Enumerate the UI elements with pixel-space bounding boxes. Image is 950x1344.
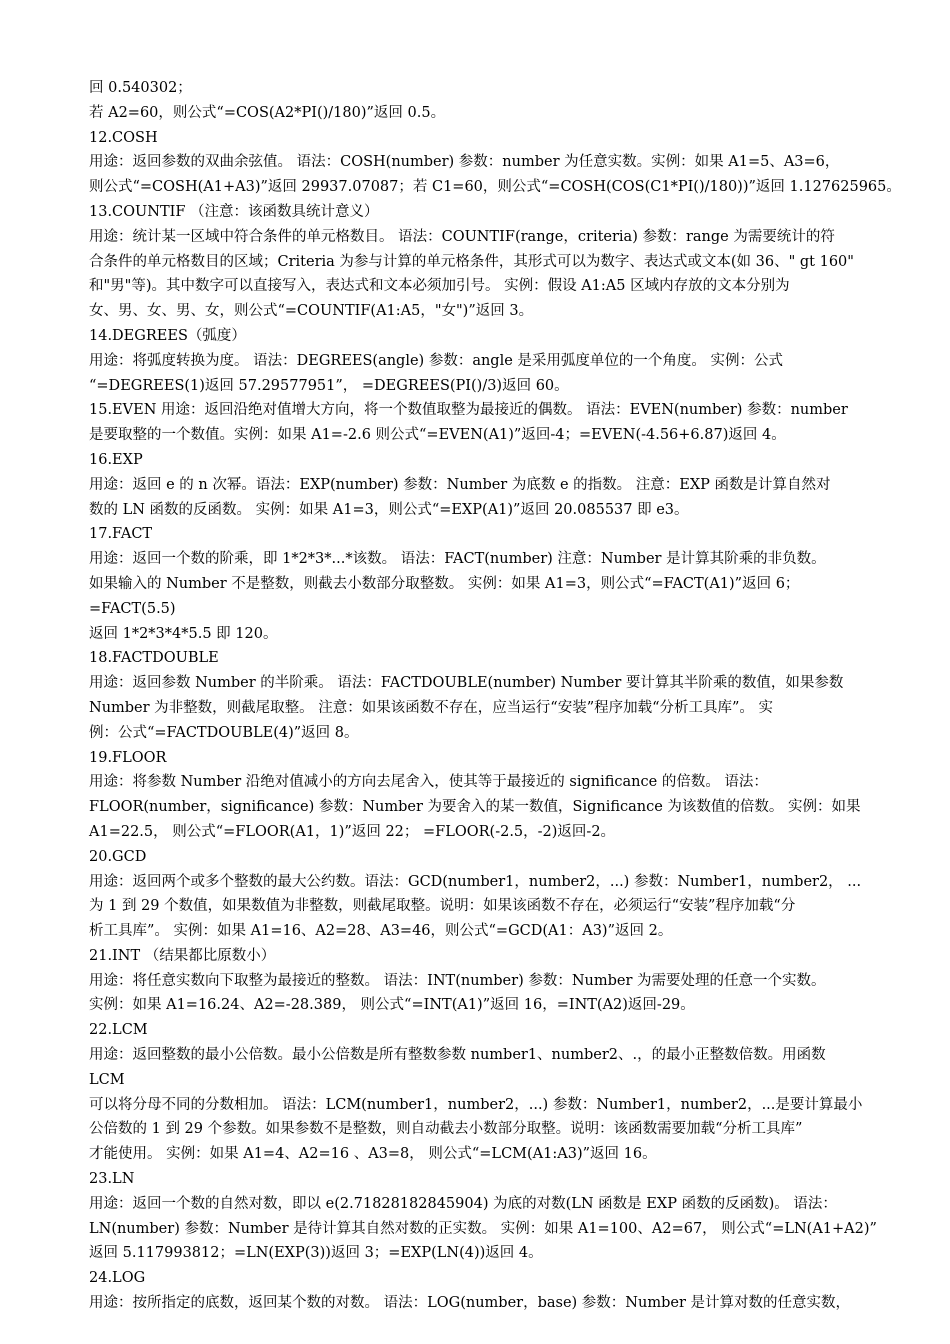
text-line: 如果输入的 Number 不是整数，则截去小数部分取整数。 实例：如果 A1=3，则公式“=FACT(A1)”返回 6； [89,575,800,592]
text-line: 13.COUNTIF （注意：该函数具统计意义） [89,203,379,220]
text-line: =FACT(5.5) [89,600,176,617]
text-line: 例：公式“=FACTDOUBLE(4)”返回 8。 [89,724,359,741]
text-line: 用途：返回两个或多个整数的最大公约数。语法：GCD(number1，number2，...) 参数：Number1，number2， ... [89,873,862,890]
text-line: 用途：返回参数 Number 的半阶乘。 语法：FACTDOUBLE(number) Number 要计算其半阶乘的数值，如果参数 [89,675,844,692]
text-line: 22.LCM [89,1022,148,1039]
text-line: LCM [89,1071,125,1088]
text-line: 15.EVEN 用途：返回沿绝对值增大方向，将一个数值取整为最接近的偶数。 语法：EVEN(number) 参数：number [89,402,848,419]
text-line: 19.FLOOR [89,749,167,766]
text-line: 用途：返回参数的双曲余弦值。 语法：COSH(number) 参数：number 为任意实数。实例：如果 A1=5、A3=6， [89,154,840,171]
text-line: 才能使用。 实例：如果 A1=4、A2=16 、A3=8， 则公式“=LCM(A1:A3)”返回 16。 [89,1146,657,1163]
text-line: 23.LN [89,1171,135,1188]
text-line: 14.DEGREES（弧度） [89,327,246,344]
text-line: 20.GCD [89,848,147,865]
text-line: 返回 5.117993812；=LN(EXP(3))返回 3；=EXP(LN(4))返回 4。 [89,1245,543,1262]
text-line: “=DEGREES(1)返回 57.29577951”， =DEGREES(PI()/3)返回 60。 [89,377,569,394]
text-line: 析工具库”。 实例：如果 A1=16、A2=28、A3=46，则公式“=GCD(A1：A3)”返回 2。 [89,923,673,940]
text-line: 18.FACTDOUBLE [89,650,219,667]
text-line: 21.INT （结果都比原数小） [89,947,276,964]
text-line: 女、男、女、男、女，则公式“=COUNTIF(A1:A5，"女")”返回 3。 [89,303,534,320]
text-line: 用途：返回一个数的阶乘，即 1*2*3*...*该数。 语法：FACT(number) 注意：Number 是计算其阶乘的非负数。 [89,551,826,568]
text-line: 可以将分母不同的分数相加。 语法：LCM(number1，number2，...) 参数：Number1，number2，...是要计算最小 [89,1096,863,1113]
text-line: Number 为非整数，则截尾取整。 注意：如果该函数不存在，应当运行“安装”程序加载“分析工具库”。 实 [89,699,774,716]
text-line: 用途：将弧度转换为度。 语法：DEGREES(angle) 参数：angle 是采用弧度单位的一个角度。 实例：公式 [89,352,784,369]
text-line: 和"男"等)。其中数字可以直接写入，表达式和文本必须加引号。 实例：假设 A1:A5 区域内存放的文本分别为 [89,278,790,295]
text-line: 24.LOG [89,1270,146,1287]
text-line: 用途：按所指定的底数，返回某个数的对数。 语法：LOG(number，base) 参数：Number 是计算对数的任意实数， [89,1295,850,1312]
text-line: 用途：返回 e 的 n 次幂。语法：EXP(number) 参数：Number 为底数 e 的指数。 注意：EXP 函数是计算自然对 [89,476,831,493]
text-line: 实例：如果 A1=16.24、A2=-28.389， 则公式“=INT(A1)”返回 16，=INT(A2)返回-29。 [89,997,695,1014]
text-line: FLOOR(number，significance) 参数：Number 为要舍入的某一数值，Significance 为该数值的倍数。 实例：如果 [89,799,861,816]
text-line: 用途：返回一个数的自然对数，即以 e(2.71828182845904) 为底的对数(LN 函数是 EXP 函数的反函数)。 语法： [89,1195,837,1212]
text-line: 合条件的单元格数目的区域；Criteria 为参与计算的单元格条件，其形式可以为数字、表达式或文本(如 36、" gt 160" [89,253,854,270]
text-line: 16.EXP [89,451,143,468]
text-line: 公倍数的 1 到 29 个参数。如果参数不是整数，则自动截去小数部分取整。说明：该函数需要加载“分析工具库” [89,1121,803,1138]
text-line: 是要取整的一个数值。实例：如果 A1=-2.6 则公式“=EVEN(A1)”返回-4；=EVEN(-4.56+6.87)返回 4。 [89,427,786,444]
text-line: 为 1 到 29 个数值，如果数值为非整数，则截尾取整。说明：如果该函数不存在，必须运行“安装”程序加载“分 [89,898,796,915]
text-line: 回 0.540302； [89,80,192,96]
text-line: 返回 1*2*3*4*5.5 即 120。 [89,625,278,642]
text-line: A1=22.5， 则公式“=FLOOR(A1，1)”返回 22； =FLOOR(-2.5，-2)返回-2。 [89,823,616,840]
text-line: 用途：将任意实数向下取整为最接近的整数。 语法：INT(number) 参数：Number 为需要处理的任意一个实数。 [89,972,826,989]
text-line: 用途：返回整数的最小公倍数。最小公倍数是所有整数参数 number1、number2、.，的最小正整数倍数。用函数 [89,1047,826,1064]
text-line: 若 A2=60，则公式“=COS(A2*PI()/180)”返回 0.5。 [89,104,446,121]
text-line: 12.COSH [89,129,158,146]
text-line: 数的 LN 函数的反函数。 实例：如果 A1=3，则公式“=EXP(A1)”返回 20.085537 即 e3。 [89,501,689,518]
text-line: 用途：将参数 Number 沿绝对值减小的方向去尾舍入，使其等于最接近的 significance 的倍数。 语法： [89,774,768,791]
text-line: 17.FACT [89,526,153,543]
document-body [89,76,907,1316]
text-line: 则公式“=COSH(A1+A3)”返回 29937.07087；若 C1=60，则公式“=COSH(COS(C1*PI()/180))”返回 1.127625965。 [89,179,901,196]
text-line: 用途：统计某一区域中符合条件的单元格数目。 语法：COUNTIF(range，criteria) 参数：range 为需要统计的符 [89,228,835,245]
text-line: LN(number) 参数：Number 是待计算其自然对数的正实数。 实例：如果 A1=100、A2=67， 则公式“=LN(A1+A2)” [89,1220,877,1237]
